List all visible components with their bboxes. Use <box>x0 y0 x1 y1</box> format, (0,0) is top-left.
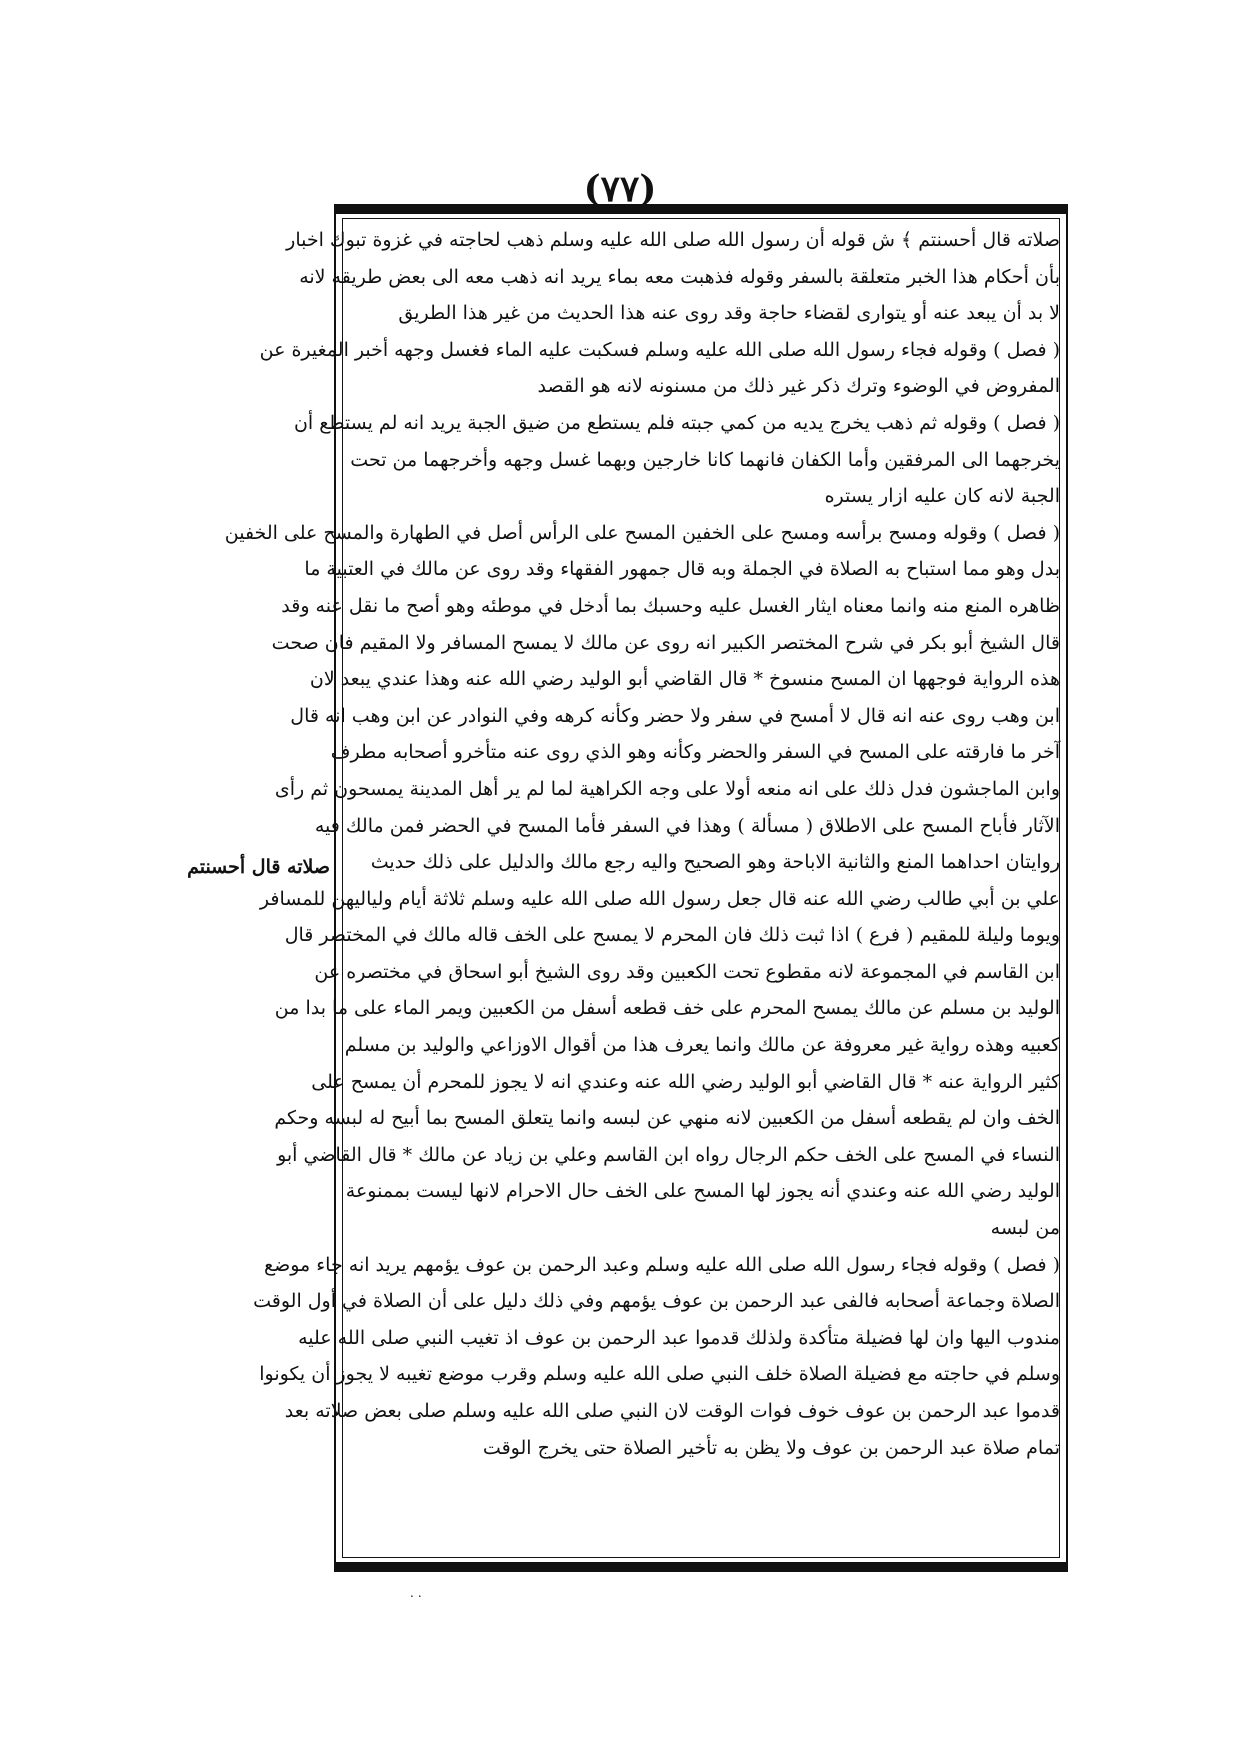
text-line: تمام صلاة عبد الرحمن بن عوف ولا يظن به تأخير الصلاة حتى يخرج الوقت <box>482 1436 1060 1459</box>
text-line: وابن الماجشون فدل ذلك على انه منعه أولا على وجه الكراهية لما لم ير أهل المدينة يمسحون ثم رأى <box>274 777 1060 800</box>
text-line: ابن وهب روى عنه انه قال لا أمسح في سفر ولا حضر وكأنه كرهه وفي النوادر عن ابن وهب انه قال <box>290 704 1060 727</box>
text-line: قال الشيخ أبو بكر في شرح المختصر الكبير انه روى عن مالك لا يمسح المسافر ولا المقيم فان صحت <box>271 631 1060 654</box>
text-line: المفروض في الوضوء وترك ذكر غير ذلك من مسنونه لانه هو القصد <box>537 375 1060 398</box>
text-line: بدل وهو مما استباح به الصلاة في الجملة وبه قال جمهور الفقهاء وقد روى عن مالك في العتبية ما <box>304 558 1060 581</box>
text-line: ( فصل ) وقوله فجاء رسول الله صلى الله عليه وسلم فسكبت عليه الماء فغسل وجهه أخبر المغيرة عن <box>259 338 1060 361</box>
text-line: كثير الرواية عنه * قال القاضي أبو الوليد رضي الله عنه وعندي انه لا يجوز للمحرم أن يمسح على <box>311 1070 1060 1093</box>
main-text-block <box>224 222 1060 1562</box>
text-line: هذه الرواية فوجهها ان المسح منسوخ * قال القاضي أبو الوليد رضي الله عنه وهذا عندي يبعد لان <box>309 668 1060 691</box>
text-line: من لبسه <box>990 1217 1060 1240</box>
text-line: ظاهره المنع منه وانما معناه ايثار الغسل عليه وحسبك بما أدخل في موطئه وهو أصح ما نقل عنه وقد <box>281 594 1060 617</box>
text-line: كعبيه وهذه رواية غير معروفة عن مالك وانما يعرف هذا من أقوال الاوزاعي والوليد بن مسلم <box>344 1034 1060 1057</box>
margin-note: صلاته قال أحسنتم <box>187 856 330 878</box>
text-line: ويوما وليلة للمقيم ( فرع ) اذا ثبت ذلك فان المحرم لا يمسح على الخف قاله مالك في المختصر قال <box>284 924 1060 947</box>
text-line: ( فصل ) وقوله فجاء رسول الله صلى الله عليه وسلم وعبد الرحمن بن عوف يؤمهم يريد انه جاء موضع <box>263 1253 1060 1276</box>
text-line: الوليد رضي الله عنه وعندي أنه يجوز لها المسح على الخف حال الاحرام لانها ليست بممنوعة <box>345 1180 1060 1203</box>
text-line: الخف وان لم يقطعه أسفل من الكعبين لانه منهي عن لبسه وانما يتعلق المسح بما أبيح له لبسه وحكم <box>274 1107 1060 1130</box>
text-line: قدموا عبد الرحمن بن عوف خوف فوات الوقت لان النبي صلى الله عليه وسلم صلى بعض صلاته بعد <box>284 1400 1060 1422</box>
text-line: ( فصل ) وقوله ثم ذهب يخرج يديه من كمي جبته فلم يستطع من ضيق الجبة يريد انه لم يستطع أن <box>293 411 1060 434</box>
text-line: صلاته قال أحسنتم ﴾ ش قوله أن رسول الله صلى الله عليه وسلم ذهب لحاجته في غزوة تبوك اخبار <box>286 229 1060 251</box>
text-line: ( فصل ) وقوله ومسح برأسه ومسح على الخفين المسح على الرأس أصل في الطهارة والمسح على الخفين <box>224 521 1060 544</box>
text-line: مندوب اليها وان لها فضيلة متأكدة ولذلك قدموا عبد الرحمن بن عوف اذ تغيب النبي صلى الله عليه <box>298 1326 1060 1349</box>
text-line: الآثار فأباح المسح على الاطلاق ( مسألة ) وهذا في السفر فأما المسح في الحضر فمن مالك فيه <box>314 814 1060 837</box>
text-line: آخر ما فارقته على المسح في السفر والحضر وكأنه وهو الذي روى عنه متأخرو أصحابه مطرف <box>330 741 1060 764</box>
text-line: علي بن أبي طالب رضي الله عنه قال جعل رسول الله صلى الله عليه وسلم ثلاثة أيام ولياليهن للمسافر <box>259 887 1060 910</box>
text-line: ابن القاسم في المجموعة لانه مقطوع تحت الكعبين وقد روى الشيخ أبو اسحاق في مختصره عن <box>314 960 1060 983</box>
text-line: لا بد أن يبعد عنه أو يتوارى لقضاء حاجة وقد روى عنه هذا الحديث من غير هذا الطريق <box>398 302 1060 325</box>
bottom-mark: .. <box>410 1586 426 1600</box>
text-line: بأن أحكام هذا الخبر متعلقة بالسفر وقوله فذهبت معه بماء يريد انه ذهب معه الى بعض طريقه لانه <box>299 265 1060 288</box>
page-number: (٧٧) <box>583 168 657 210</box>
text-line: النساء في المسح على الخف حكم الرجال رواه ابن القاسم وعلي بن زياد عن مالك * قال القاضي أبو <box>277 1143 1060 1166</box>
text-line: الصلاة وجماعة أصحابه فالفى عبد الرحمن بن عوف يؤمهم وفي ذلك دليل على أن الصلاة في أول الوقت <box>253 1290 1060 1313</box>
text-line: وسلم في حاجته مع فضيلة الصلاة خلف النبي صلى الله عليه وسلم وقرب موضع تغيبه لا يجوز أن يكونوا <box>259 1363 1060 1386</box>
text-line: روايتان احداهما المنع والثانية الاباحة وهو الصحيح واليه رجع مالك والدليل على ذلك حديث <box>370 851 1060 874</box>
text-line: الجبة لانه كان عليه ازار يستره <box>824 485 1060 508</box>
text-line: يخرجهما الى المرفقين وأما الكفان فانهما كانا خارجين وبهما غسل وجهه وأخرجهما من تحت <box>350 448 1060 471</box>
text-line: الوليد بن مسلم عن مالك يمسح المحرم على خف قطعه أسفل من الكعبين ويمر الماء على ما بدا من <box>274 997 1060 1020</box>
